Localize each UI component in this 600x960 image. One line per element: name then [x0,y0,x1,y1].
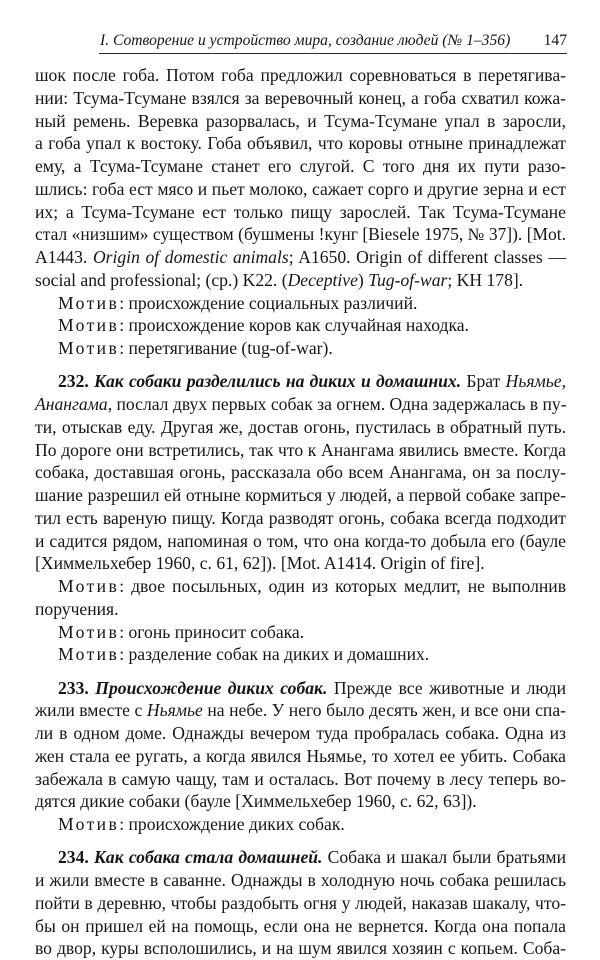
motif-line: Мотив: перетягивание (tug-of-war). [58,338,333,358]
text-line: забежала в самую чащу, там и осталась. Вот почему в лесу теперь во- [35,768,566,789]
motif-line: Мотив: двое посыльных, один из которых медлит, не выполнив [58,576,566,596]
motif-label: Мотив [58,315,120,336]
text-line: собака, доставшая огонь, рассказала обо всем Анангама, он за послу- [35,462,566,483]
motif-line: Мотив: разделение собак на диких и домашних. [58,644,430,665]
text-line: дятся дикие собаки (бауле [Химмельхебер 1960, с. 62, 63]). [35,791,477,812]
text-line: шок после гоба. Потом гоба предложил соревноваться в перетягива- [35,65,566,85]
motif-index-title: Origin of domestic animals [92,247,289,267]
text-line: Анангама, послал двух первых собак за огнем. Одна задержалась в пу- [35,394,567,414]
entry-title: Как собака стала домашней. [93,847,323,868]
text-line: нии: Тсума-Тсумане взялся за веревочный конец, а гоба схватил кожа- [35,87,566,108]
running-header [99,31,567,54]
chapter-title: I. Сотворение и устройство мира, создание людей (№ 1–356) [100,32,511,49]
text-line: и жили вместе в саванне. Однажды в холодную ночь собака решилась [35,870,566,890]
motif-line: Мотив: огонь приносит собака. [58,621,305,642]
paragraph-gap [35,666,566,677]
entry-233 [35,677,566,836]
motif-label: Мотив [58,292,120,313]
entry-234 [35,846,566,960]
text-line: бы он пришел ей на помощь, если она не вернется. Когда она попала [35,915,566,936]
text-line: поручения. [35,598,119,619]
text-line: а гоба упал к востоку. Гоба объявил, что коровы отныне принадлежат [35,133,566,154]
text-line: пойти в деревню, чтобы раздобыть огня у людей, наказав шакалу, что- [35,892,566,913]
body-text [35,64,566,960]
paragraph-gap [35,360,566,371]
text-line: жили вместе с Ньямье на небе. У него было десять жен, и все они спа- [35,700,566,721]
motif-label: Мотив [58,338,120,358]
motif-line: Мотив: происхождение коров как случайная находка. [58,315,469,336]
text-line: ему, а Тсума-Тсумане станет его слугой. С того дня их пути разо- [35,156,566,176]
text-line: По дороге они встретились, так что к Анангама явились вместе. Когда [35,439,566,460]
entry-number: 234. [58,847,89,868]
motif-label: Мотив [58,576,120,596]
motif-label: Мотив [58,621,120,642]
text-line: жен стала ее ругать, а когда явился Ньямье, то хотел ее убить. Собака [35,745,566,766]
text-line: их; а Тсума-Тсумане ест только пищу зарослей. Так Тсума-Тсумане [35,201,566,222]
motif-line: Мотив: происхождение социальных различий. [58,292,418,313]
motif-label: Мотив [58,814,120,834]
motif-line: Мотив: происхождение диких собак. [58,814,345,834]
motif-label: Мотив [58,644,120,665]
text-line: A1443. Origin of domestic animals; A1650. Origin of different classes — [35,247,566,267]
text-line: ли в одном доме. Однажды вечером туда пробралась собака. Одна из [35,723,566,743]
text-line: и садится рядом, напоминая о том, что она когда-то добыла его (бауле [35,530,566,551]
text-line: ти, отыскав еду. Другая же, достав огонь, пустилась в обратный путь. [35,416,566,437]
text-line: ный ремень. Веревка разорвалась, и Тсума-Тсумане упал в заросли, [35,110,566,131]
text-line: social and professional; (ср.) K22. (Deceptive) Tug-of-war; KH 178]. [35,269,524,290]
text-line: шание разрешил ей отныне кормиться у людей, а первой собаке запре- [35,485,566,505]
entry-heading-line: 234. Как собака стала домашней. Собака и шакал были братьями [58,847,566,868]
entry-number: 232. [58,371,89,392]
entry-title: Происхождение диких собак. [95,677,328,698]
entry-231-continuation [35,64,566,360]
text-line: шлись: гоба ест мясо и пьет молоко, сажает сорго и другие зерна и ест [35,178,566,199]
entry-number: 233. [58,677,89,698]
page-number: 147 [543,32,567,49]
text-line: стал «низшим» существом (бушмены !кунг [Biesele 1975, № 37]). [Mot. [35,224,566,245]
entry-heading-line: 232. Как собаки разделились на диких и домашних. Брат Ньямье, [58,371,566,392]
text-line: [Химмельхебер 1960, с. 61, 62]). [Mot. A1414. Origin of fire]. [35,553,485,574]
entry-title: Как собаки разделились на диких и домашних. [94,371,462,392]
entry-232 [35,370,566,666]
entry-heading-line: 233. Происхождение диких собак. Прежде все животные и люди [58,677,566,698]
text-line: во двор, куры всполошились, и на шум явился хозяин с копьем. Соба- [35,938,566,959]
paragraph-gap [35,836,566,847]
text-line: тил есть вареную пищу. Когда разводят огонь, собака всегда подходит [35,507,566,528]
